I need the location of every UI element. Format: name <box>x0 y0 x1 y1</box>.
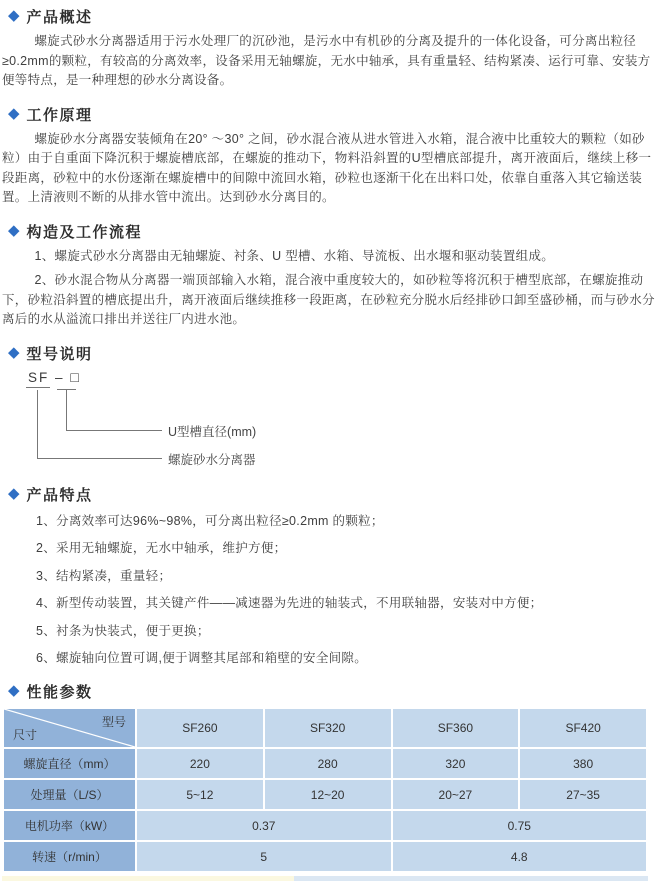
table-row <box>4 842 646 871</box>
section-model <box>0 343 660 471</box>
table-cell: 380 <box>520 749 646 778</box>
structure-item: 1、螺旋式砂水分离器由无轴螺旋、衬条、U 型槽、水箱、导流板、出水堰和驱动装置组成。 <box>34 248 555 263</box>
connector-line <box>66 390 67 430</box>
principle-paragraph: 螺旋砂水分离器安装倾角在20° ～30° 之间，砂水混合液从进水管进入水箱，混合液中比重较大的颗粒（如砂粒）由于自重面下降沉积于螺旋槽底部，在螺旋的推动下，物料沿斜置的U型槽底部提升，离开液面后，继续上移一段距离，砂粒中的水份逐渐在螺旋槽中的间隙中流回水箱，砂粒也逐渐干化在出料口处，依靠自重落入其它输送装置。上清液则不断的从排水管中流出。达到砂水分离目的。 <box>2 131 652 204</box>
table-cell-merged: 5 <box>137 842 391 871</box>
section-title: 产品概述 <box>26 9 93 26</box>
column-header: SF260 <box>137 709 263 747</box>
performance-heading <box>0 681 660 702</box>
table-corner-cell <box>4 709 135 747</box>
section-performance <box>0 681 660 881</box>
strip-highlight <box>2 876 294 881</box>
strip-cell <box>294 876 648 881</box>
column-header: SF420 <box>520 709 646 747</box>
overview-paragraph: 螺旋式砂水分离器适用于污水处理厂的沉砂池，是污水中有机砂的分离及提升的一体化设备，可分离出粒径≥0.2mm的颗粒，有较高的分离效率，设备采用无轴螺旋，无水中轴承，具有重量轻、结构紧凑、运行可靠、安装方便等特点，是一种理想的砂水分离设备。 <box>2 34 651 87</box>
feature-item: 5、衬条为快装式，便于更换； <box>36 623 210 638</box>
table-cell-merged: 0.75 <box>393 811 647 840</box>
table-cell-merged: 0.37 <box>137 811 391 840</box>
diamond-bullet-icon: ◆ <box>8 104 20 122</box>
table-cell: 320 <box>393 749 519 778</box>
table-row <box>4 780 646 809</box>
table-cell: 220 <box>137 749 263 778</box>
feature-item: 6、螺旋轴向位置可调,便于调整其尾部和箱壁的安全间隙。 <box>36 651 368 665</box>
section-features <box>0 484 660 669</box>
performance-table <box>2 707 648 873</box>
table-cell: 27~35 <box>520 780 646 809</box>
structure-item: 2、砂水混合物从分离器一端顶部输入水箱，混合液中重度较大的，如砂粒等将沉积于槽型底部，在螺旋推动下，砂粒沿斜置的槽底提出升，离开液面后继续推移一段距离，在砂粒充分脱水后经排砂口卸至盛砂桶，而与砂水分离后的水从溢流口排出并送往厂内进水池。 <box>2 273 655 326</box>
connector-line <box>66 430 162 431</box>
model-code <box>28 369 81 385</box>
table-cell-merged: 4.8 <box>393 842 647 871</box>
section-title: 产品特点 <box>26 486 93 504</box>
section-principle <box>0 104 660 208</box>
section-title: 构造及工作流程 <box>26 223 143 241</box>
section-title: 工作原理 <box>26 106 93 124</box>
row-label: 处理量（L/S） <box>4 780 135 809</box>
model-code-prefix: SF <box>28 369 50 385</box>
table-header-row <box>4 709 646 747</box>
diamond-bullet-icon: ◆ <box>8 7 20 24</box>
corner-label-size: 尺寸 <box>13 728 38 742</box>
model-heading <box>0 343 660 364</box>
row-label: 转速（r/min） <box>4 842 135 871</box>
corner-label-model: 型号 <box>101 715 126 729</box>
section-title: 性能参数 <box>26 684 93 701</box>
feature-list <box>0 512 660 669</box>
model-diameter-label: U型槽直径(mm) <box>168 424 257 439</box>
diamond-bullet-icon: ◆ <box>8 221 20 239</box>
table-row <box>4 749 646 778</box>
diamond-bullet-icon: ◆ <box>8 343 20 361</box>
column-header: SF360 <box>393 709 519 747</box>
feature-item: 3、结构紧凑，重量轻； <box>36 568 172 583</box>
feature-item: 2、采用无轴螺旋，无水中轴承，维护方便； <box>36 541 287 555</box>
section-title: 型号说明 <box>26 345 93 363</box>
table-cell: 5~12 <box>137 780 263 809</box>
table-row <box>4 811 646 840</box>
section-overview <box>0 6 660 91</box>
row-label: 螺旋直径（mm） <box>4 749 135 778</box>
table-cell: 20~27 <box>393 780 519 809</box>
connector-line <box>26 387 50 388</box>
model-code-diagram <box>0 369 660 471</box>
diamond-bullet-icon: ◆ <box>8 682 20 699</box>
table-cell: 280 <box>265 749 391 778</box>
model-name-label: 螺旋砂水分离器 <box>168 452 256 467</box>
feature-item: 1、分离效率可达96%~98%，可分离出粒径≥0.2mm 的颗粒； <box>36 513 384 528</box>
row-label: 电机功率（kW） <box>4 811 135 840</box>
principle-heading <box>0 104 660 125</box>
features-heading <box>0 484 660 505</box>
connector-line <box>37 390 38 458</box>
table-cell: 12~20 <box>265 780 391 809</box>
cutoff-next-row-strip <box>2 876 648 881</box>
model-code-separator: – <box>55 369 65 385</box>
diamond-bullet-icon: ◆ <box>8 484 20 502</box>
overview-heading <box>0 6 660 27</box>
model-spec-box-icon: □ <box>70 368 81 385</box>
feature-item: 4、新型传动装置，其关键产件——减速器为先进的轴装式，不用联轴器，安装对中方便； <box>36 596 543 610</box>
structure-heading <box>0 221 660 242</box>
section-structure <box>0 221 660 330</box>
column-header: SF320 <box>265 709 391 747</box>
connector-line <box>37 458 162 459</box>
